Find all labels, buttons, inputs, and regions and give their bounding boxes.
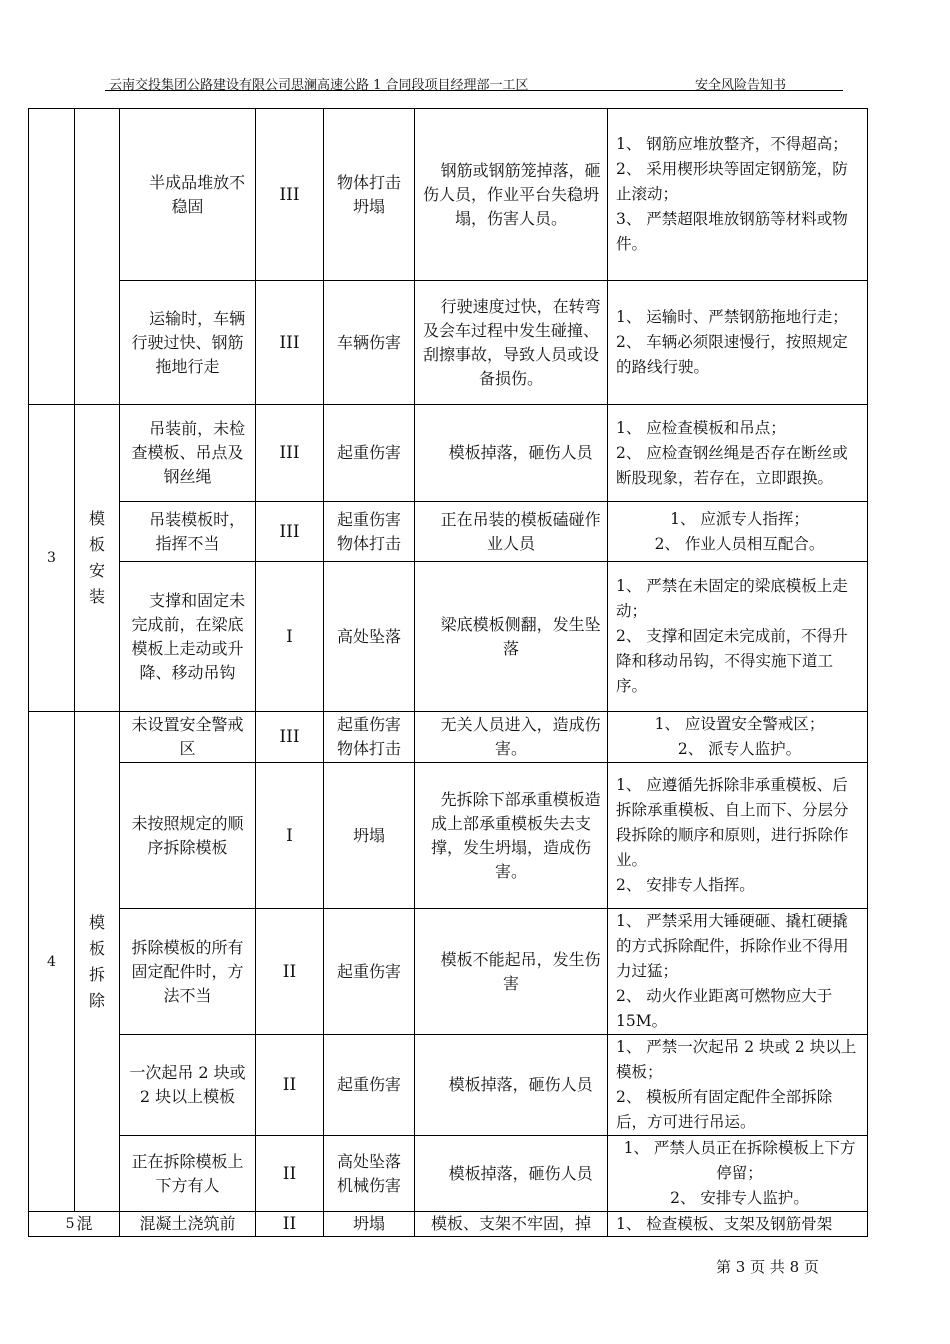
possible-result: 模板掉落，砸伤人员 — [415, 1035, 608, 1136]
control-measures — [608, 562, 868, 712]
process-category: 模板安装 — [75, 405, 120, 712]
process-category: 模板拆除 — [75, 712, 120, 1212]
process-category — [75, 109, 120, 405]
accident-type: 起重伤害物体打击 — [324, 502, 415, 562]
risk-source: 吊装模板时，指挥不当 — [120, 502, 256, 562]
accident-type: 物体打击坍塌 — [324, 109, 415, 281]
accident-type: 起重伤害 — [324, 1035, 415, 1136]
accident-type: 车辆伤害 — [324, 281, 415, 405]
measures-text: 1、 严禁采用大锤硬砸、撬杠硬撬的方式拆除配件，拆除作业不得用力过猛； 2、 动火作业距离可燃物应大于 15M。 — [616, 912, 849, 1030]
accident-type: 坍塌 — [324, 1212, 415, 1237]
table-row — [29, 909, 868, 1035]
risk-source: 吊装前，未检查模板、吊点及钢丝绳 — [120, 405, 256, 502]
possible-result: 无关人员进入，造成伤害。 — [415, 712, 608, 763]
process-category: 混 — [75, 1212, 120, 1237]
risk-source: 拆除模板的所有固定配件时，方法不当 — [120, 909, 256, 1035]
risk-source: 半成品堆放不稳固 — [120, 109, 256, 281]
measures-text: 1、 应派专人指挥； 2、 作业人员相互配合。 — [654, 509, 825, 553]
risk-source: 未按照规定的顺序拆除模板 — [120, 763, 256, 909]
header-title: 云南交投集团公路建设有限公司思澜高速公路 1 合同段项目经理部一工区 — [109, 78, 529, 93]
control-measures — [608, 281, 868, 405]
item-number: 3 — [29, 405, 75, 712]
possible-result: 梁底模板侧翻，发生坠落 — [415, 562, 608, 712]
page-header — [105, 74, 843, 91]
accident-type: 起重伤害物体打击 — [324, 712, 415, 763]
risk-source: 支撑和固定未完成前，在梁底模板上走动或升降、移动吊钩 — [120, 562, 256, 712]
risk-level: III — [256, 712, 324, 763]
measures-text: 1、 应设置安全警戒区； 2、 派专人监护。 — [654, 715, 825, 758]
accident-type: 坍塌 — [324, 763, 415, 909]
accident-type: 起重伤害 — [324, 405, 415, 502]
risk-source: 一次起吊 2 块或 2 块以上模板 — [120, 1035, 256, 1136]
measures-text: 1、 应检查模板和吊点； 2、 应检查钢丝绳是否存在断丝或断股现象，若存在，立即跟换。 — [616, 418, 848, 487]
measures-text: 1、 严禁一次起吊 2 块或 2 块以上模板； 2、 模板所有固定配件全部拆除后，方可进行吊运。 — [616, 1038, 857, 1131]
risk-source: 正在拆除模板上下方有人 — [120, 1136, 256, 1212]
risk-level: II — [256, 1035, 324, 1136]
risk-level: II — [256, 1212, 324, 1237]
item-number: 4 — [29, 712, 75, 1212]
risk-source: 未设置安全警戒区 — [120, 712, 256, 763]
risk-level: II — [256, 1136, 324, 1212]
accident-type: 高处坠落 — [324, 562, 415, 712]
item-number: 5 — [29, 1212, 75, 1237]
table-row — [29, 1212, 868, 1237]
accident-type: 起重伤害 — [324, 909, 415, 1035]
measures-text: 1、 检查模板、支架及钢筋骨架 — [616, 1215, 833, 1233]
page-number: 第 3 页 共 8 页 — [716, 1258, 819, 1276]
item-number — [29, 109, 75, 405]
control-measures — [608, 712, 868, 763]
accident-type: 高处坠落机械伤害 — [324, 1136, 415, 1212]
control-measures — [608, 1035, 868, 1136]
risk-level: I — [256, 763, 324, 909]
risk-level: III — [256, 109, 324, 281]
possible-result: 钢筋或钢筋笼掉落，砸伤人员，作业平台失稳坍塌，伤害人员。 — [415, 109, 608, 281]
risk-level: I — [256, 562, 324, 712]
measures-text: 1、 应遵循先拆除非承重模板、后拆除承重模板、自上而下、分层分段拆除的顺序和原则，进行拆除作业。 2、 安排专人指挥。 — [616, 776, 849, 894]
control-measures — [608, 1136, 868, 1212]
risk-level: III — [256, 502, 324, 562]
risk-level: II — [256, 909, 324, 1035]
table-row — [29, 1136, 868, 1212]
possible-result: 正在吊装的模板磕碰作业人员 — [415, 502, 608, 562]
table-row — [29, 405, 868, 502]
control-measures — [608, 405, 868, 502]
risk-source: 运输时，车辆行驶过快、钢筋拖地行走 — [120, 281, 256, 405]
possible-result: 模板、支架不牢固，掉 — [415, 1212, 608, 1237]
header-doc-type: 安全风险告知书 — [695, 78, 787, 93]
table-row — [29, 763, 868, 909]
table-row — [29, 281, 868, 405]
possible-result: 模板掉落，砸伤人员 — [415, 1136, 608, 1212]
possible-result: 模板掉落，砸伤人员 — [415, 405, 608, 502]
table-row — [29, 109, 868, 281]
control-measures — [608, 1212, 868, 1237]
risk-level: III — [256, 405, 324, 502]
possible-result: 行驶速度过快，在转弯及会车过程中发生碰撞、刮擦事故，导致人员或设备损伤。 — [415, 281, 608, 405]
control-measures — [608, 502, 868, 562]
risk-table — [28, 108, 868, 1237]
control-measures — [608, 109, 868, 281]
measures-text: 1、 严禁在未固定的梁底模板上走动； 2、 支撑和固定未完成前，不得升降和移动吊钩，不得实施下道工序。 — [616, 577, 848, 695]
table-row — [29, 1035, 868, 1136]
measures-text: 1、 钢筋应堆放整齐，不得超高； 2、 采用楔形块等固定钢筋笼，防止滚动； 3、 严禁超限堆放钢筋等材料或物件。 — [616, 135, 848, 253]
possible-result: 先拆除下部承重模板造成上部承重模板失去支撑，发生坍塌，造成伤害。 — [415, 763, 608, 909]
measures-text: 1、 严禁人员正在拆除模板上下方停留； 2、 安排专人监护。 — [623, 1139, 856, 1207]
risk-level: III — [256, 281, 324, 405]
possible-result: 模板不能起吊，发生伤害 — [415, 909, 608, 1035]
table-row — [29, 712, 868, 763]
table-row — [29, 562, 868, 712]
table-row — [29, 502, 868, 562]
control-measures — [608, 909, 868, 1035]
measures-text: 1、 运输时、严禁钢筋拖地行走； 2、 车辆必须限速慢行，按照规定的路线行驶。 — [616, 308, 848, 376]
risk-source: 混凝土浇筑前 — [120, 1212, 256, 1237]
control-measures — [608, 763, 868, 909]
